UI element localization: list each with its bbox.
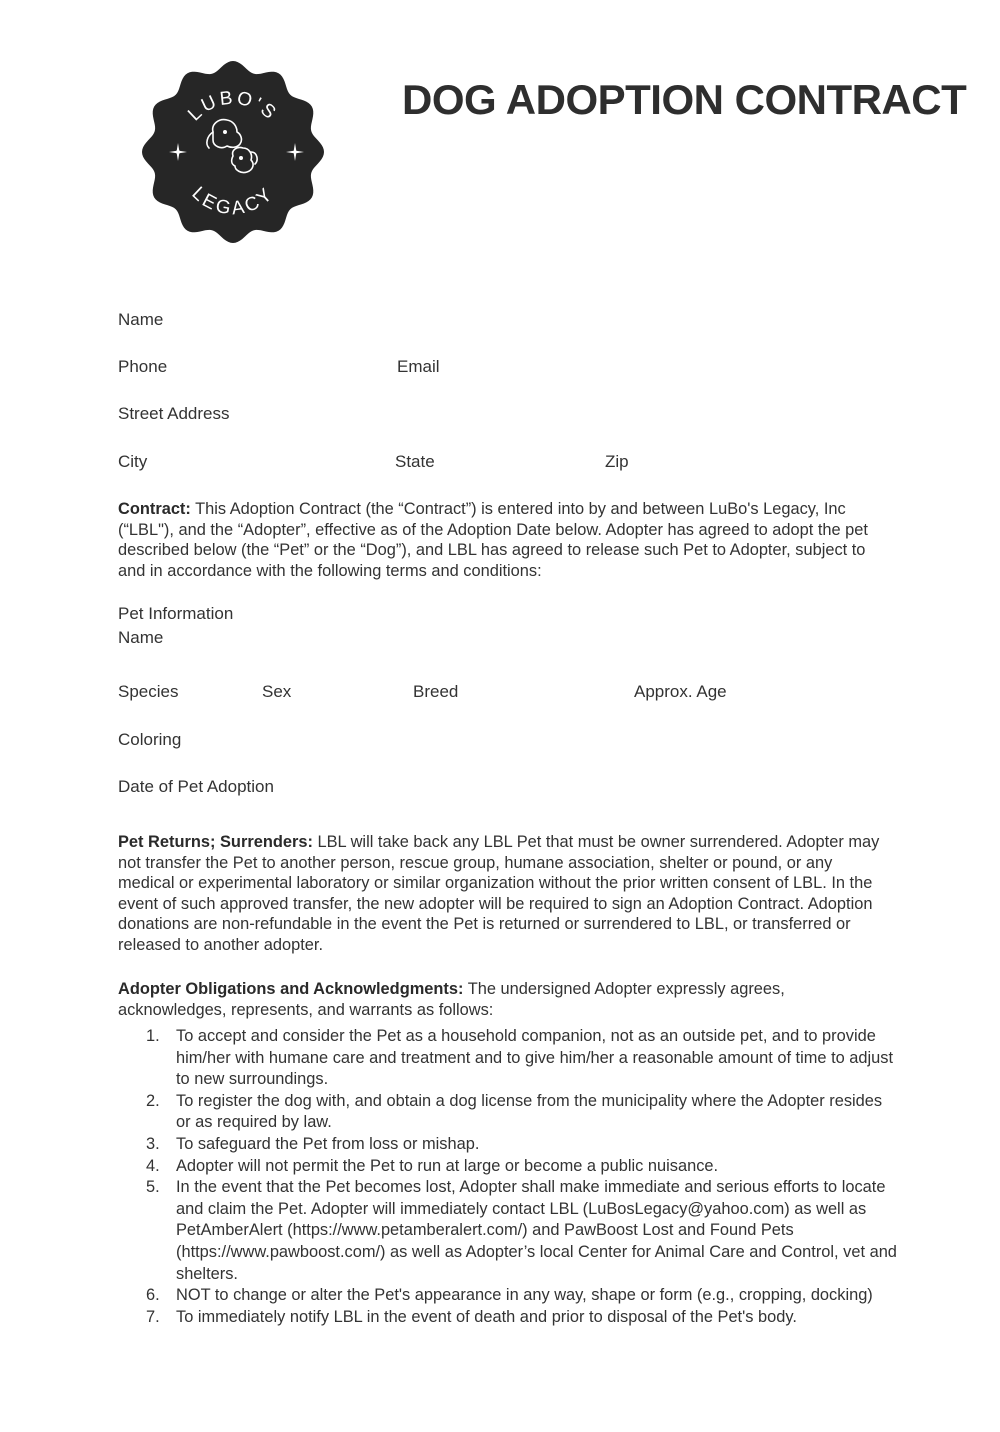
list-item-text: To accept and consider the Pet as a household companion, not as an outside pet, and to provide him/her with humane care and treatment and to give him/her a reasonable amount of time to adjust to new surroundings. — [176, 1027, 894, 1089]
list-item-text: Adopter will not permit the Pet to run at large or become a public nuisance. — [176, 1156, 719, 1175]
list-item-text: NOT to change or alter the Pet's appearance in any way, shape or form (e.g., cropping, docking) — [176, 1286, 873, 1305]
adopter-name-label: Name — [118, 310, 164, 329]
email-label: Email — [397, 357, 440, 376]
logo-bottom-lettering: LEGACY — [187, 182, 279, 220]
logo-top-lettering: LUBO'S — [184, 87, 282, 126]
coloring-label: Coloring — [118, 730, 182, 749]
list-item — [118, 1177, 898, 1285]
state-label: State — [395, 452, 435, 471]
pet-returns-paragraph — [118, 832, 893, 956]
list-item — [118, 1156, 898, 1178]
phone-label: Phone — [118, 357, 168, 376]
street-address-label: Street Address — [118, 404, 230, 423]
contract-paragraph — [118, 499, 893, 581]
list-item — [118, 1307, 898, 1329]
list-item-number: 2. — [146, 1091, 160, 1110]
list-item-number: 4. — [146, 1156, 160, 1175]
list-item — [118, 1134, 898, 1156]
contract-heading: Contract: — [118, 500, 191, 518]
obligations-list — [118, 1026, 898, 1328]
sex-label: Sex — [262, 682, 292, 701]
pet-information-heading: Pet Information — [118, 604, 234, 623]
date-of-adoption-label: Date of Pet Adoption — [118, 777, 274, 796]
list-item-number: 1. — [146, 1027, 160, 1045]
list-item-number: 3. — [146, 1134, 160, 1153]
pet-returns-heading: Pet Returns; Surrenders: — [118, 833, 313, 851]
list-item — [118, 1285, 898, 1307]
obligations-intro: The undersigned Adopter expressly agrees, acknowledges, represents, and warrants as follows: — [118, 980, 785, 1019]
list-item-number: 6. — [146, 1286, 160, 1305]
document-title: DOG ADOPTION CONTRACT — [402, 76, 967, 123]
breed-label: Breed — [413, 682, 459, 701]
list-item-text: In the event that the Pet becomes lost, Adopter shall make immediate and serious efforts to locate and claim the Pet. Adopter will immediately contact LBL (LuBosLegacy@yahoo.com) as well as PetAmberAlert (https://www.petamberalert.com/) and PawBoost Lost and Found Pets (https://www.pawboost.com/) as well as Adopter’s local Center for Animal Care and Control, vet and shelters. — [176, 1178, 897, 1283]
list-item — [118, 1026, 898, 1091]
pet-returns-text: LBL will take back any LBL Pet that must be owner surrendered. Adopter may not transfer the Pet to another person, rescue group, humane association, shelter or pound, or any medical or experimental laboratory or similar organization without the prior written consent of LBL. In the event of such approved transfer, the new adopter will be required to sign an Adoption Contract. Adoption donations are non-refundable in the event the Pet is returned or surrendered to LBL, or transferred or released to another adopter. — [118, 833, 880, 954]
list-item — [118, 1091, 898, 1134]
contract-text: This Adoption Contract (the “Contract”) is entered into by and between LuBo's Legacy, Inc (“LBL"), and the “Adopter”, effective as of the Adoption Date below. Adopter has agreed to adopt the pet described below (the “Pet” or the “Dog”), and LBL has agreed to release such Pet to Adopter, subject to and in accordance with the following terms and conditions: — [118, 500, 868, 580]
list-item-text: To safeguard the Pet from loss or mishap. — [176, 1134, 480, 1153]
pet-name-label: Name — [118, 628, 164, 647]
lubos-legacy-logo — [141, 60, 325, 244]
list-item-number: 7. — [146, 1307, 160, 1326]
city-label: City — [118, 452, 148, 471]
zip-label: Zip — [605, 452, 629, 471]
species-label: Species — [118, 682, 179, 701]
approx-age-label: Approx. Age — [634, 682, 727, 701]
obligations-heading: Adopter Obligations and Acknowledgments: — [118, 980, 464, 998]
list-item-number: 5. — [146, 1178, 160, 1197]
list-item-text: To register the dog with, and obtain a dog license from the municipality where the Adopter resides or as required by law. — [176, 1091, 883, 1132]
obligations-paragraph — [118, 979, 893, 1020]
list-item-text: To immediately notify LBL in the event of death and prior to disposal of the Pet's body. — [176, 1307, 797, 1326]
